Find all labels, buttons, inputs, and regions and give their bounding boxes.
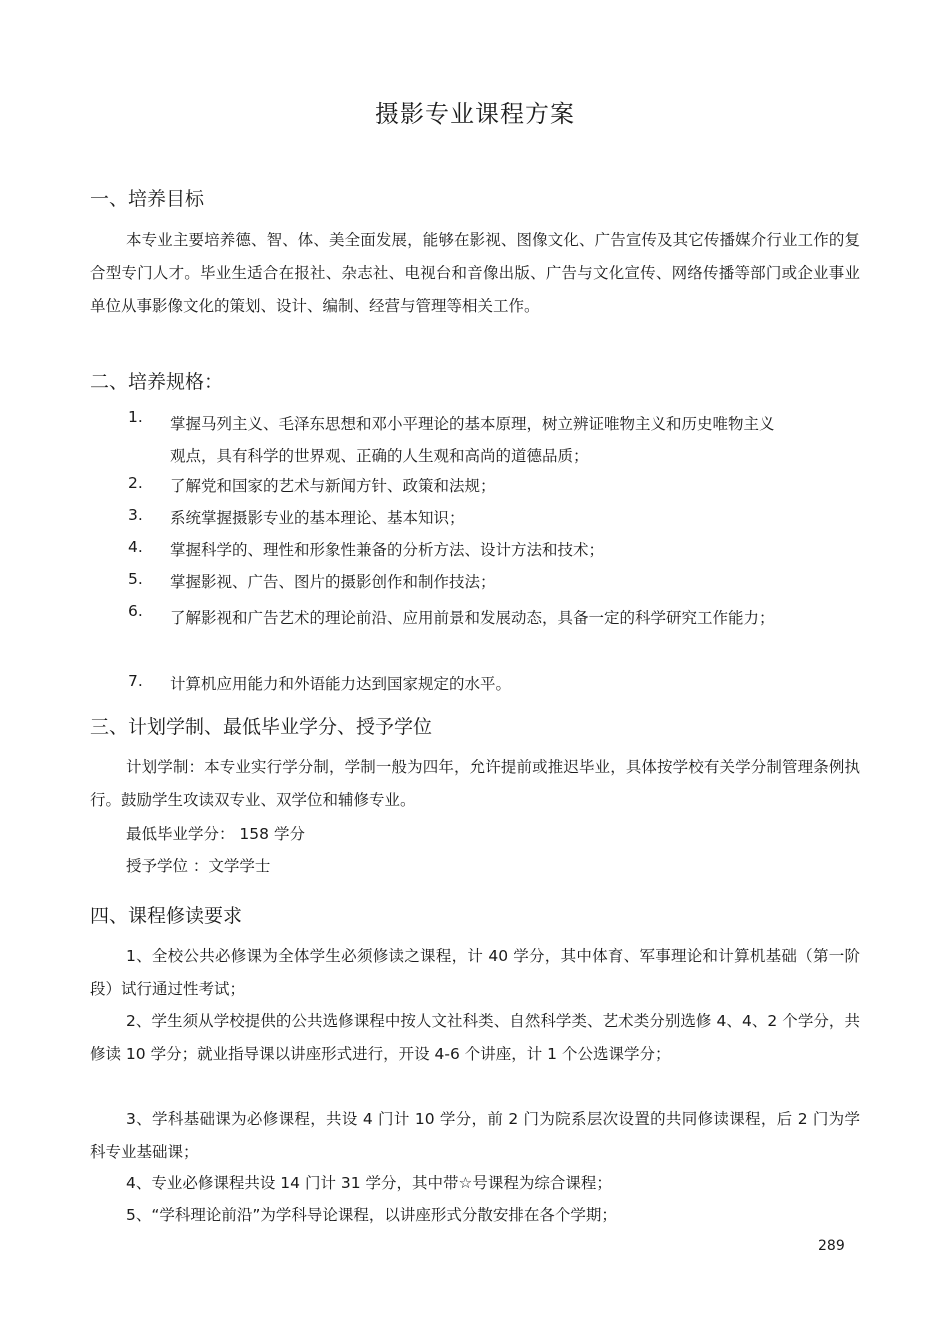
requirement-paragraph-3: 3、学科基础课为必修课程，共设 4 门计 10 学分，前 2 门为院系层次设置的共同修读课程，后 2 门为学科专业基础课；	[90, 1110, 860, 1161]
section-heading-specs: 二、培养规格：	[90, 371, 224, 393]
degree-line: 授予学位 ：文学学士	[126, 857, 271, 875]
list-item-number: 3.	[128, 506, 143, 524]
requirement-paragraph-4: 4、专业必修课程共设 14 门计 31 学分，其中带☆号课程为综合课程；	[126, 1174, 612, 1192]
section-heading-goals: 一、培养目标	[90, 188, 205, 210]
list-item-number: 7.	[128, 672, 143, 690]
list-item-text: 掌握马列主义、毛泽东思想和邓小平理论的基本原理，树立辨证唯物主义和历史唯物主义观点，具有科学的世界观、正确的人生观和高尚的道德品质；	[170, 415, 775, 465]
page-number: 289	[818, 1238, 845, 1254]
list-item-number: 5.	[128, 570, 143, 588]
list-item-text: 掌握科学的、理性和形象性兼备的分析方法、设计方法和技术；	[170, 541, 605, 559]
list-item-text: 了解影视和广告艺术的理论前沿、应用前景和发展动态，具备一定的科学研究工作能力；	[170, 609, 775, 627]
credits-paragraph: 计划学制：本专业实行学分制，学制一般为四年，允许提前或推迟毕业，具体按学校有关学分制管理条例执行。鼓励学生攻读双专业、双学位和辅修专业。	[90, 758, 860, 809]
list-item-text: 系统掌握摄影专业的基本理论、基本知识；	[170, 509, 465, 527]
section-heading-credits: 三、计划学制、最低毕业学分、授予学位	[90, 716, 433, 738]
requirement-paragraph-1: 1、全校公共必修课为全体学生必须修读之课程，计 40 学分，其中体育、军事理论和计算机基础（第一阶段）试行通过性考试；	[90, 947, 860, 998]
min-credits-line: 最低毕业学分： 158 学分	[126, 825, 305, 843]
requirement-paragraph-5: 5、“学科理论前沿”为学科导论课程，以讲座形式分散安排在各个学期；	[126, 1206, 617, 1224]
section-heading-requirements: 四、课程修读要求	[90, 905, 243, 927]
document-title: 摄影专业课程方案	[375, 100, 575, 128]
list-item-text: 掌握影视、广告、图片的摄影创作和制作技法；	[170, 573, 496, 591]
requirement-paragraph-2: 2、学生须从学校提供的公共选修课程中按人文社科类、自然科学类、艺术类分别选修 4、4、2 个学分，共修读 10 学分；就业指导课以讲座形式进行，开设 4-6 个讲座，计 1 个公选课学分；	[90, 1012, 860, 1063]
list-item-number: 6.	[128, 602, 143, 620]
list-item-number: 2.	[128, 474, 143, 492]
list-item-text: 了解党和国家的艺术与新闻方针、政策和法规；	[170, 477, 496, 495]
list-item-number: 1.	[128, 408, 143, 426]
list-item-text: 计算机应用能力和外语能力达到国家规定的水平。	[170, 675, 512, 693]
goals-paragraph: 本专业主要培养德、智、体、美全面发展，能够在影视、图像文化、广告宣传及其它传播媒介行业工作的复合型专门人才。毕业生适合在报社、杂志社、电视台和音像出版、广告与文化宣传、网络传播等部门或企业事业单位从事影像文化的策划、设计、编制、经营与管理等相关工作。	[90, 231, 860, 315]
list-item-number: 4.	[128, 538, 143, 556]
